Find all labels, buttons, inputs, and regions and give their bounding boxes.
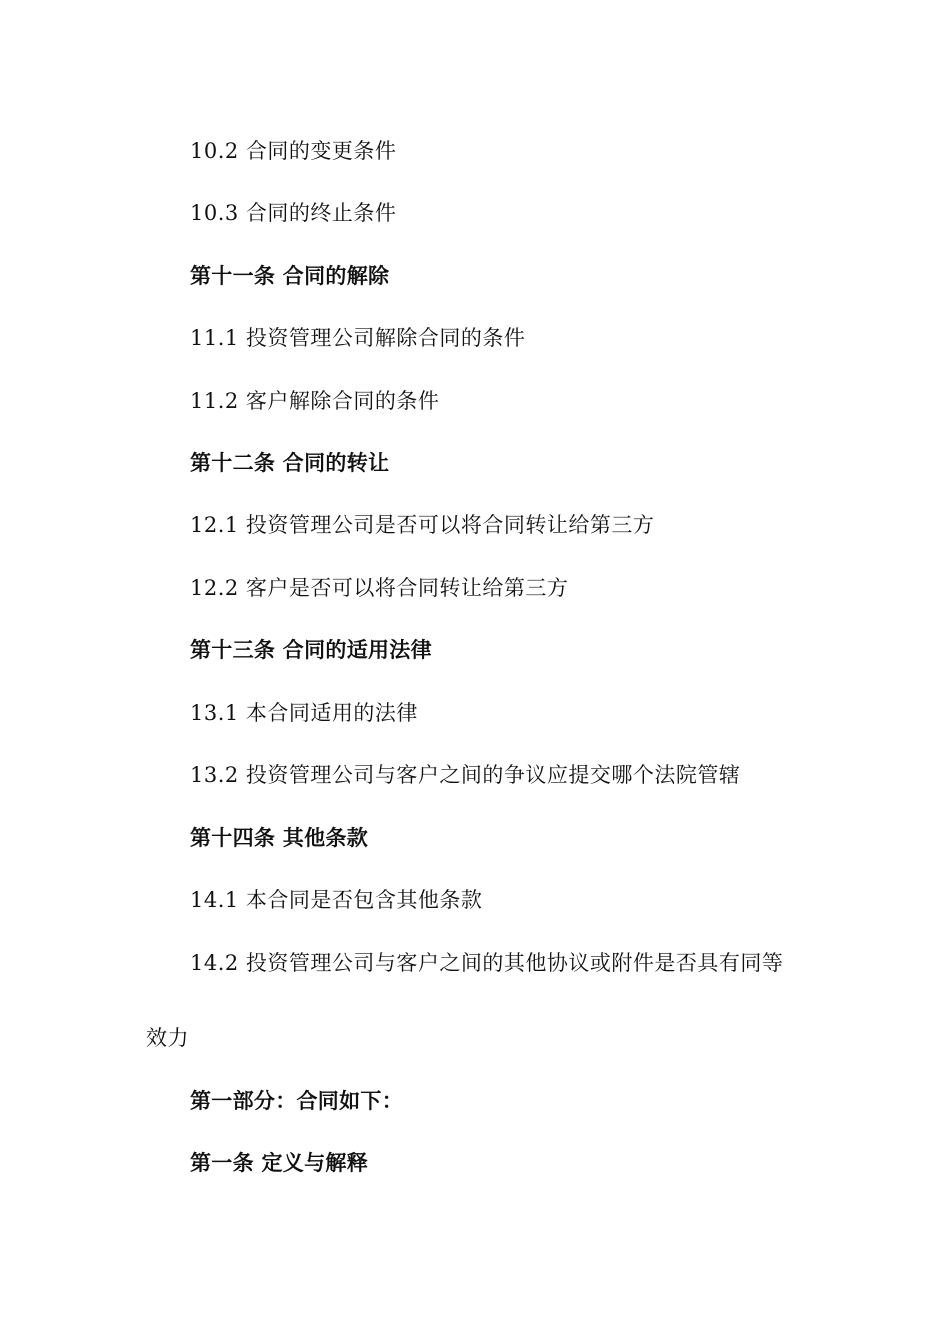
clause-11-2: 11.2 客户解除合同的条件 [190,389,440,413]
clause-10-3: 10.3 合同的终止条件 [190,201,397,225]
article-13-heading: 第十三条 合同的适用法律 [190,638,432,662]
clause-14-2: 14.2 投资管理公司与客户之间的其他协议或附件是否具有同等 [190,951,784,975]
clause-10-2: 10.2 合同的变更条件 [190,139,397,163]
article-1-heading: 第一条 定义与解释 [190,1151,369,1175]
clause-12-1: 12.1 投资管理公司是否可以将合同转让给第三方 [190,513,655,537]
part-one-heading: 第一部分：合同如下： [190,1089,403,1113]
article-11-heading: 第十一条 合同的解除 [190,264,390,288]
clause-13-2: 13.2 投资管理公司与客户之间的争议应提交哪个法院管辖 [190,763,741,787]
article-14-heading: 第十四条 其他条款 [190,826,369,850]
article-12-heading: 第十二条 合同的转让 [190,451,390,475]
clause-12-2: 12.2 客户是否可以将合同转让给第三方 [190,576,569,600]
clause-11-1: 11.1 投资管理公司解除合同的条件 [190,326,526,350]
clause-14-2-continuation: 效力 [146,1026,189,1050]
clause-13-1: 13.1 本合同适用的法律 [190,701,418,725]
clause-14-1: 14.1 本合同是否包含其他条款 [190,888,483,912]
